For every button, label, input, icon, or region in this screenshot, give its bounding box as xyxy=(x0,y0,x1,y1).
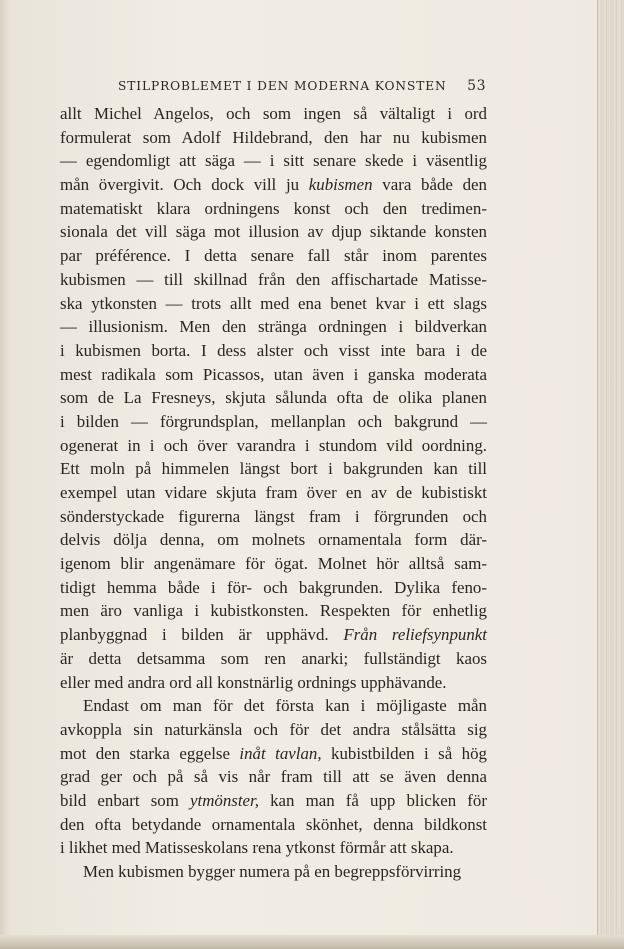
text-line xyxy=(60,623,487,647)
text-segment: vara både den xyxy=(372,175,487,195)
text-segment: kan man få upp blicken för xyxy=(258,790,488,810)
text-line: i likhet med Matisseskolans rena ytkonst förmår att skapa. xyxy=(60,838,454,858)
text-line xyxy=(60,742,487,766)
page-edges-right xyxy=(597,0,624,949)
text-line: delvis dölja denna, om molnets ornamentala form där- xyxy=(60,530,487,550)
text-line: men äro vanliga i kubistkonsten. Respekten för enhetlig xyxy=(60,601,487,621)
italic-term: Från reliefsynpunkt xyxy=(343,625,487,645)
page-gutter-shadow xyxy=(0,0,10,949)
text-line: tidigt hemma både i för- och bakgrunden. Dylika feno- xyxy=(60,577,487,597)
text-line: allt Michel Angelos, och som ingen så vältaligt i ord xyxy=(60,104,487,123)
page-edges-bottom xyxy=(0,935,624,949)
page-number: 53 xyxy=(467,78,486,94)
text-line: grad ger och på så vis når fram till att se även denna xyxy=(60,767,487,787)
text-line: par préférence. I detta senare fall står inom parentes xyxy=(60,246,487,266)
text-line: igenom blir angenämare för ögat. Molnet hör alltså sam- xyxy=(60,554,487,574)
italic-term: inåt tavlan, xyxy=(239,743,322,763)
italic-term: kubismen xyxy=(308,175,373,195)
text-line: formulerat som Adolf Hildebrand, den har nu kubismen xyxy=(60,127,487,147)
text-line: kubismen — till skillnad från den affischartade Matisse- xyxy=(60,269,487,289)
text-line: exempel utan vidare skjuta fram över en av de kubistiskt xyxy=(60,483,487,502)
text-line: ogenerat in i och över varandra i stundom vild oordning. xyxy=(60,435,487,455)
text-line: Men kubismen bygger numera på en begreppsförvirring xyxy=(83,862,462,881)
text-segment: planbyggnad i bilden är upphävd. xyxy=(60,625,344,645)
running-title: STILPROBLEMET I DEN MODERNA KONSTEN xyxy=(118,79,447,93)
text-segment: kubistbilden i så hög xyxy=(321,743,487,763)
text-line: mest radikala som Picassos, utan även i ganska moderata xyxy=(60,364,487,384)
text-line: — illusionism. Men den stränga ordningen i bildverkan xyxy=(60,317,487,337)
text-line: i bilden — förgrundsplan, mellanplan och bakgrund — xyxy=(60,411,487,431)
text-line: den ofta betydande ornamentala skönhet, denna bildkonst xyxy=(60,814,487,834)
text-line: sönderstyckade figurerna längst fram i förgrunden och xyxy=(60,506,487,526)
text-line xyxy=(60,789,487,813)
text-line: Ett moln på himmelen längst bort i bakgrunden kan till xyxy=(60,459,487,479)
text-segment: mån övergivit. Och dock vill ju xyxy=(60,175,309,195)
text-segment: mot den starka eggelse xyxy=(60,743,240,763)
text-line: — egendomligt att säga — i sitt senare skede i väsentlig xyxy=(60,151,487,171)
text-line: avkoppla sin naturkänsla och för det andra stålsätta sig xyxy=(60,719,487,739)
text-line: ska ytkonsten — trots allt med ena benet kvar i ett slags xyxy=(60,293,487,313)
text-line: i kubismen borta. I dess alster och visst inte bara i de xyxy=(60,340,487,360)
body-text xyxy=(60,102,487,884)
text-line: Endast om man för det första kan i möjligaste mån xyxy=(83,696,487,716)
text-line: som de La Fresneys, skjuta sålunda ofta de olika planen xyxy=(60,388,487,408)
text-line: sionala det vill säga mot illusion av djup siktande konsten xyxy=(60,222,487,242)
text-line: är detta detsamma som ren anarki; fullständigt kaos xyxy=(60,648,487,668)
text-segment: bild enbart som xyxy=(60,790,190,810)
text-line: eller med andra ord all konstnärlig ordnings upphävande. xyxy=(60,672,447,692)
text-line: matematiskt klara ordningens konst och den tredimen- xyxy=(60,198,487,218)
text-line xyxy=(60,173,487,197)
italic-term: ytmönster, xyxy=(190,790,259,810)
